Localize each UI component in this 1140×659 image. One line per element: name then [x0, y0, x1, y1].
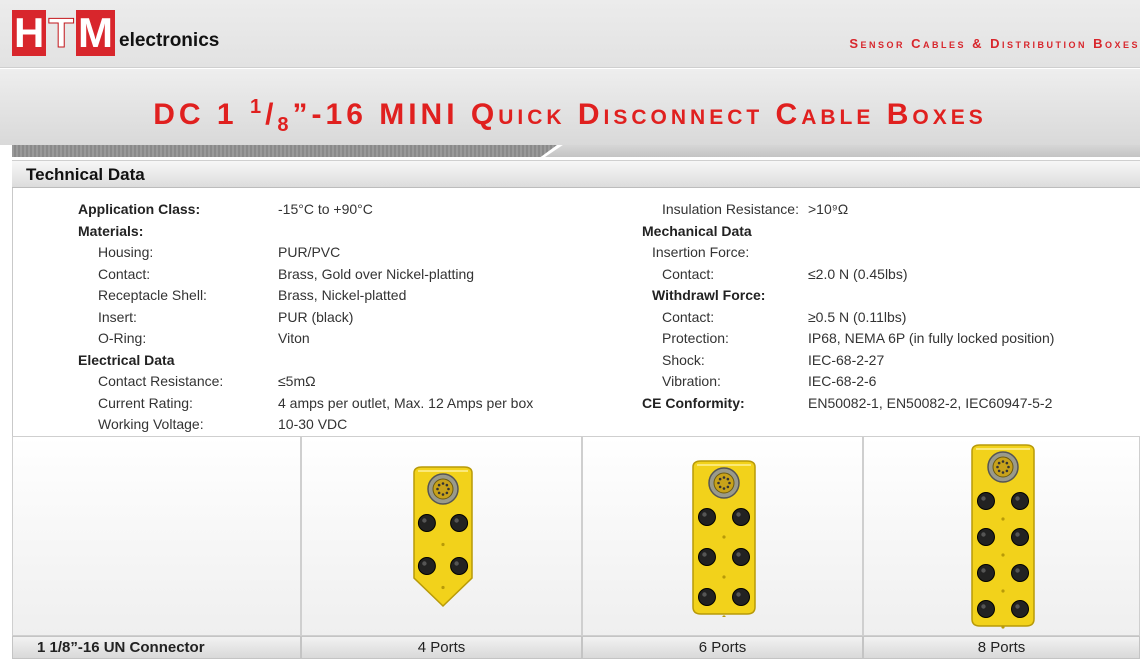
logo-wordmark: electronics — [119, 30, 220, 51]
port-socket-icon — [1012, 565, 1029, 582]
spec-value: Brass, Nickel-platted — [278, 287, 407, 303]
spec-label: Protection: — [662, 330, 729, 346]
spec-label: Contact Resistance: — [98, 373, 224, 389]
port-socket-icon — [451, 515, 468, 532]
spec-value: PUR (black) — [278, 308, 354, 325]
spec-value: PUR/PVC — [278, 244, 341, 260]
connector-type-label: 1 1/8”-16 UN Connector — [12, 636, 301, 659]
product-cell-4-ports — [301, 436, 582, 636]
spec-label: Housing: — [98, 244, 154, 260]
spec-label: Contact: — [662, 265, 715, 282]
separator-light-bar — [545, 145, 1140, 157]
port-socket-icon — [451, 558, 468, 575]
spec-value: -15°C to +90°C — [278, 201, 373, 217]
spec-label: Withdrawl Force: — [652, 287, 766, 303]
product-cell-6-ports — [582, 436, 863, 636]
spec-label: Contact: — [662, 308, 715, 325]
cable-box-6-ports-image — [687, 459, 761, 617]
logo-letter-t: T — [48, 9, 74, 56]
spec-value: ≤2.0 N (0.45lbs) — [808, 265, 908, 282]
section-title: Technical Data — [26, 165, 145, 184]
port-count-label: 8 Ports — [863, 636, 1140, 659]
header-tagline: Sensor Cables & Distribution Boxes — [849, 36, 1140, 51]
spec-value: Brass, Gold over Nickel-platting — [278, 265, 475, 282]
spec-label: Current Rating: — [98, 394, 193, 411]
port-socket-icon — [977, 565, 994, 582]
title-prefix: DC 1 — [153, 98, 238, 131]
product-grid-empty-cell — [12, 436, 301, 636]
title-band — [0, 69, 1140, 145]
port-socket-icon — [1012, 493, 1029, 510]
port-socket-icon — [1012, 529, 1029, 546]
port-socket-icon — [733, 509, 750, 526]
port-socket-icon — [698, 589, 715, 606]
port-socket-icon — [733, 589, 750, 606]
spec-label: Working Voltage: — [98, 416, 204, 432]
spec-value: Viton — [278, 330, 310, 346]
spec-label: Electrical Data — [78, 351, 175, 368]
spec-value: 10-30 VDC — [278, 416, 348, 432]
spec-label: CE Conformity: — [642, 394, 745, 411]
logo-letter-m: M — [78, 9, 113, 56]
page-header — [0, 0, 1140, 68]
spec-label: Mechanical Data — [642, 222, 752, 239]
spec-label: Shock: — [662, 351, 705, 368]
cable-box-4-ports-image — [408, 465, 478, 610]
spec-value: ≥0.5 N (0.11lbs) — [808, 308, 907, 325]
section-header — [12, 160, 1140, 188]
port-socket-icon — [418, 515, 435, 532]
spec-value: 4 amps per outlet, Max. 12 Amps per box — [278, 394, 534, 411]
separator-dark-bar — [12, 145, 557, 157]
port-count-label: 4 Ports — [301, 636, 582, 659]
mini-connector-icon — [428, 474, 458, 504]
fraction-denominator: 8 — [277, 114, 293, 136]
htm-logo[interactable] — [12, 4, 219, 56]
logo-letter-h: H — [14, 9, 45, 56]
spec-value: IP68, NEMA 6P (in fully locked position) — [808, 330, 1055, 346]
spec-label: Materials: — [78, 222, 144, 239]
spec-value: EN50082-1, EN50082-2, IEC60947-5-2 — [808, 394, 1053, 411]
spec-label: Insertion Force: — [652, 244, 750, 260]
spec-label: Insert: — [98, 308, 137, 325]
product-cell-8-ports — [863, 436, 1140, 636]
spec-value: IEC-68-2-27 — [808, 351, 885, 368]
port-socket-icon — [698, 509, 715, 526]
fraction-numerator: 1 — [249, 96, 266, 118]
mini-connector-icon — [709, 468, 739, 498]
port-socket-icon — [733, 549, 750, 566]
spec-label: O-Ring: — [98, 330, 147, 346]
port-socket-icon — [977, 529, 994, 546]
port-socket-icon — [977, 601, 994, 618]
spec-value: ≤5mΩ — [278, 373, 316, 389]
title-suffix: ”-16 MINI Quick Disconnect Cable Boxes — [292, 98, 987, 131]
port-socket-icon — [977, 493, 994, 510]
mini-connector-icon — [988, 452, 1018, 482]
spec-label: Receptacle Shell: — [98, 287, 207, 303]
spec-label: Vibration: — [662, 373, 721, 389]
port-count-label: 6 Ports — [582, 636, 863, 659]
port-socket-icon — [1012, 601, 1029, 618]
cable-box-8-ports-image — [966, 443, 1040, 629]
title-fraction: $^1/_8$ — [249, 96, 293, 136]
spec-value: IEC-68-2-6 — [808, 373, 877, 389]
port-socket-icon — [418, 558, 435, 575]
port-socket-icon — [698, 549, 715, 566]
page-title — [0, 69, 1140, 145]
spec-value: >10⁹Ω — [808, 201, 849, 217]
spec-label: Insulation Resistance: — [662, 201, 799, 217]
spec-label: Contact: — [98, 265, 151, 282]
spec-label: Application Class: — [78, 201, 201, 217]
